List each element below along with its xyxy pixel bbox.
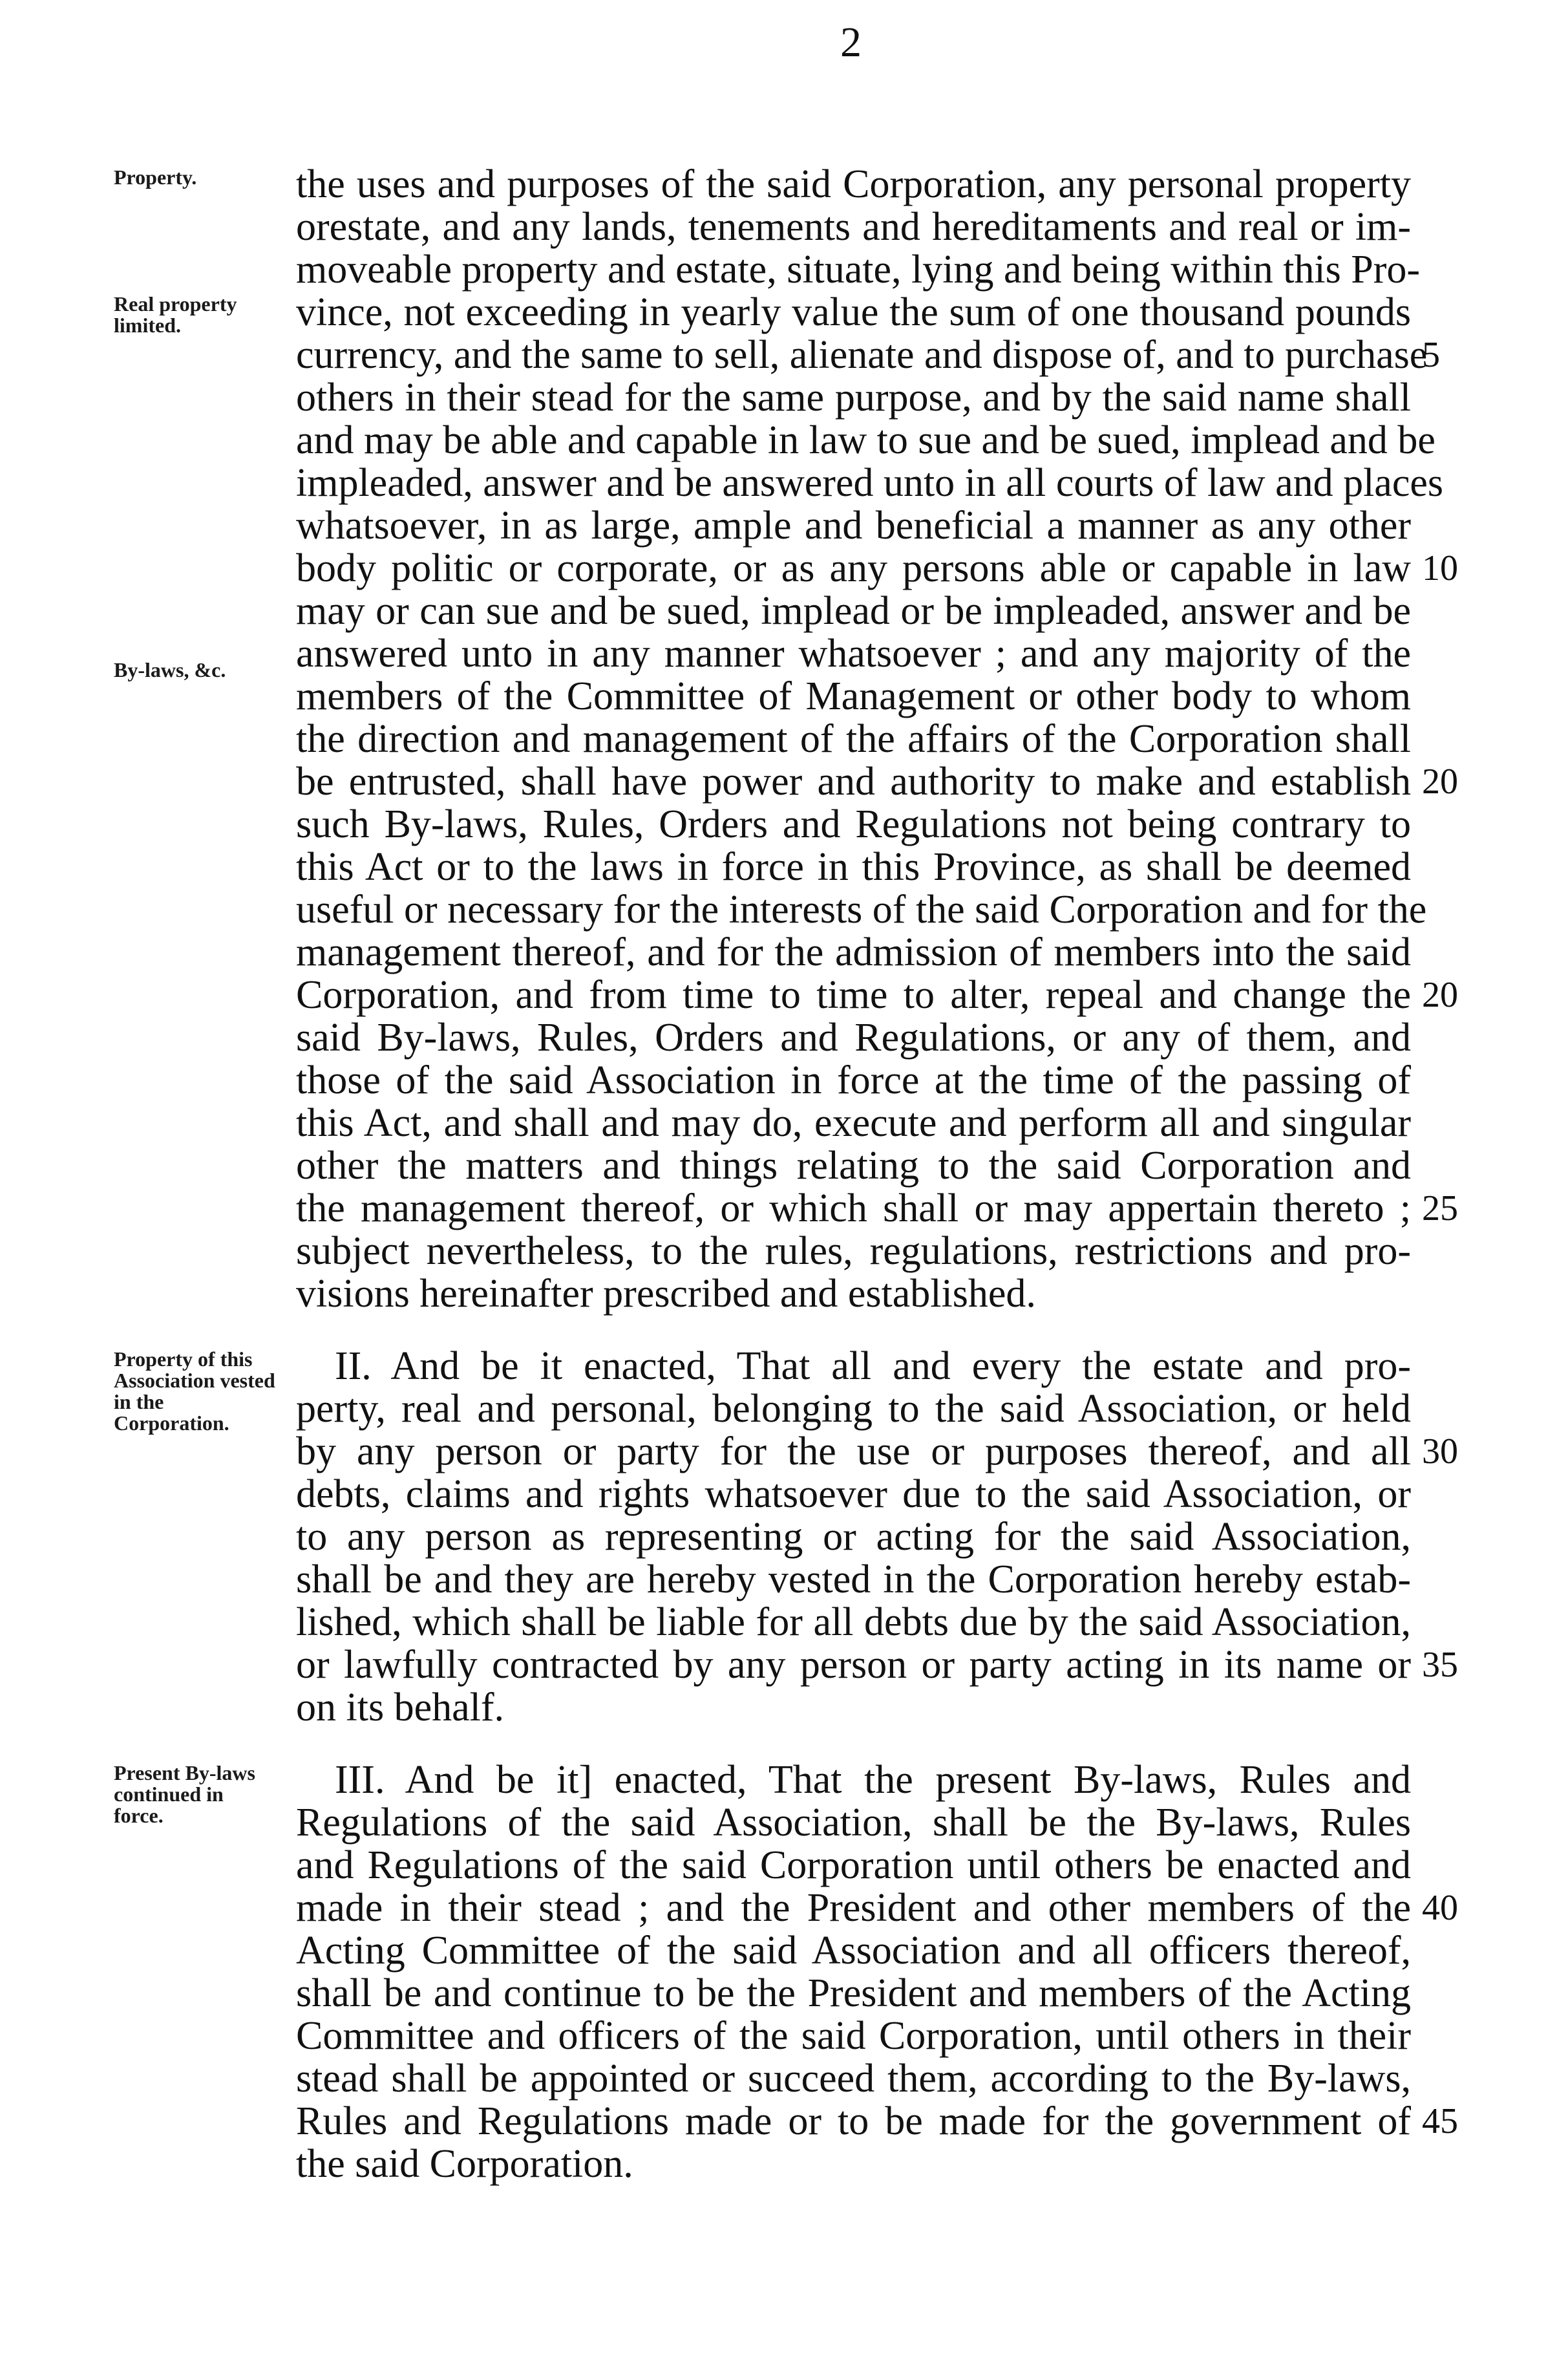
margin-note-property: Property. (114, 166, 197, 189)
text-line: this Act or to the laws in force in this Province, as shall be deemed (296, 845, 1411, 889)
text-line: the direction and management of the affairs of the Corporation shall (296, 717, 1411, 761)
text-line: Corporation, and from time to time to alter, repeal and change the (296, 973, 1411, 1017)
text-line: made in their stead ; and the President and other members of the (296, 1886, 1411, 1930)
text-line: the uses and purposes of the said Corporation, any personal property (296, 162, 1411, 206)
text-line: other the matters and things relating to the said Corporation and (296, 1144, 1411, 1188)
text-line: lished, which shall be liable for all debts due by the said Association, (296, 1600, 1411, 1644)
margin-note-by-laws: By-laws, &c. (114, 658, 226, 681)
text-line: the said Corporation. (296, 2142, 633, 2186)
text-line: said By-laws, Rules, Orders and Regulations, or any of them, and (296, 1016, 1411, 1060)
text-line: Rules and Regulations made or to be made for the government of (296, 2099, 1411, 2143)
text-line: stead shall be appointed or succeed them, according to the By-laws, (296, 2057, 1411, 2101)
text-line: debts, claims and rights whatsoever due to the said Association, or (296, 1472, 1411, 1516)
text-line: moveable property and estate, situate, lying and being within this Pro- (296, 248, 1421, 292)
text-line: orestate, and any lands, tenements and hereditaments and real or im- (296, 205, 1411, 249)
text-line: shall be and they are hereby vested in the Corporation hereby estab- (296, 1557, 1411, 1601)
text-line: management thereof, and for the admission of members into the said (296, 930, 1411, 974)
text-line: impleaded, answer and be answered unto in all courts of law and places (296, 461, 1443, 505)
text-line: and Regulations of the said Corporation until others be enacted and (296, 1843, 1411, 1887)
text-line: to any person as representing or acting for the said Association, (296, 1515, 1411, 1559)
text-line: such By-laws, Rules, Orders and Regulations not being contrary to (296, 802, 1411, 846)
text-line: Regulations of the said Association, shall be the By-laws, Rules (296, 1801, 1411, 1845)
text-line: currency, and the same to sell, alienate and dispose of, and to purchase (296, 333, 1428, 377)
text-line: vince, not exceeding in yearly value the sum of one thousand pounds (296, 290, 1411, 334)
line-number: 45 (1422, 2101, 1458, 2141)
text-line: II. And be it enacted, That all and every the estate and pro- (335, 1344, 1411, 1388)
text-line: and may be able and capable in law to sue and be sued, implead and be (296, 418, 1436, 462)
line-number: 35 (1422, 1645, 1458, 1685)
page-number: 2 (840, 19, 862, 66)
text-line: subject nevertheless, to the rules, regulations, restrictions and pro- (296, 1229, 1411, 1273)
line-number: 20 (1422, 762, 1458, 802)
line-number: 20 (1422, 975, 1458, 1015)
text-line: shall be and continue to be the President and members of the Acting (296, 1971, 1411, 2015)
text-line: perty, real and personal, belonging to the said Association, or held (296, 1387, 1411, 1431)
text-line: others in their stead for the same purpose, and by the said name shall (296, 376, 1411, 420)
text-line: be entrusted, shall have power and authority to make and establish (296, 760, 1411, 804)
text-line: visions hereinafter prescribed and established. (296, 1272, 1036, 1316)
text-line: members of the Committee of Management or other body to whom (296, 674, 1411, 718)
line-number: 40 (1422, 1888, 1458, 1928)
text-line: may or can sue and be sued, implead or be impleaded, answer and be (296, 589, 1411, 633)
text-line: or lawfully contracted by any person or party acting in its name or (296, 1643, 1411, 1687)
text-line: useful or necessary for the interests of the said Corporation and for the (296, 888, 1427, 932)
margin-note-property-vested: Property of this Association vested in the Corporation. (114, 1347, 275, 1435)
text-line: on its behalf. (296, 1685, 504, 1729)
text-line: Committee and officers of the said Corporation, until others in their (296, 2014, 1411, 2058)
text-line: whatsoever, in as large, ample and beneficial a manner as any other (296, 504, 1411, 548)
text-line: answered unto in any manner whatsoever ; and any majority of the (296, 632, 1411, 676)
text-line: body politic or corporate, or as any persons able or capable in law (296, 546, 1411, 590)
text-line: those of the said Association in force at the time of the passing of (296, 1058, 1411, 1102)
line-number: 10 (1422, 548, 1458, 588)
margin-note-present-by-laws: Present By-laws continued in force. (114, 1761, 255, 1827)
text-line: Acting Committee of the said Association and all officers thereof, (296, 1929, 1411, 1973)
line-number: 25 (1422, 1188, 1458, 1228)
line-number: 30 (1422, 1431, 1458, 1471)
text-line: by any person or party for the use or purposes thereof, and all (296, 1429, 1411, 1473)
text-line: III. And be it] enacted, That the present By-laws, Rules and (335, 1758, 1411, 1802)
text-line: this Act, and shall and may do, execute and perform all and singular (296, 1101, 1411, 1145)
text-line: the management thereof, or which shall or may appertain thereto ; (296, 1186, 1411, 1230)
line-number: 5 (1422, 335, 1440, 375)
margin-note-real-property: Real property limited. (114, 292, 237, 337)
